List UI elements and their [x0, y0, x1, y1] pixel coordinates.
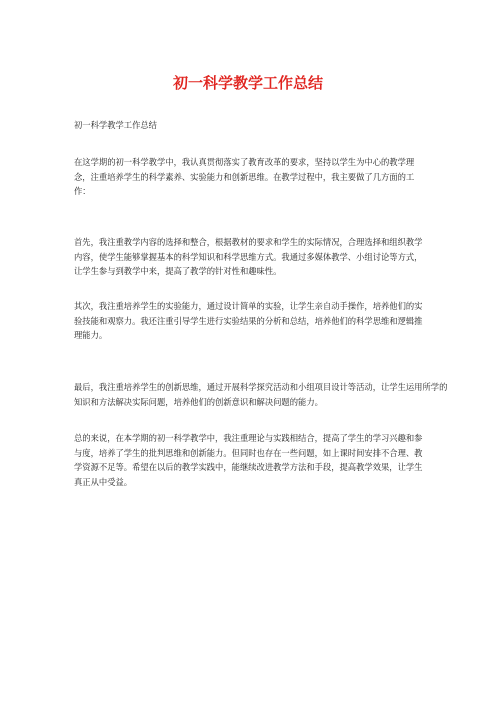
paragraph-summary: 总的来说，在本学期的初一科学教学中，我注重理论与实践相结合，提高了学生的学习兴趣和参与度，培养了学生的批判思维和创新能力。但同时也存在一些问题，如上课时间安排不合理、教学资源不足等。希望在以后的教学实践中，能继续改进教学方法和手段，提高教学效果，让学生真正从中受益。	[74, 433, 423, 487]
document-title: 初一科学教学工作总结	[172, 74, 323, 92]
paragraph-intro: 在这学期的初一科学教学中，我认真贯彻落实了教育改革的要求，坚持以学生为中心的教学理念，注重培养学生的科学素养、实验能力和创新思维。在教学过程中，我主要做了几方面的工作：	[74, 157, 415, 196]
paragraph-first: 首先，我注重教学内容的选择和整合，根据教材的要求和学生的实际情况，合理选择和组织教学内容，使学生能够掌握基本的科学知识和科学思维方式。我通过多媒体教学、小组讨论等方式，让学生参与到教学中来，提高了教学的针对性和趣味性。	[74, 237, 423, 276]
document-subtitle: 初一科学教学工作总结	[74, 120, 157, 130]
paragraph-second: 其次，我注重培养学生的实验能力，通过设计简单的实验，让学生亲自动手操作，培养他们的实验技能和观察力。我还注重引导学生进行实验结果的分析和总结，培养他们的科学思维和逻辑推理能力。	[74, 301, 423, 340]
paragraph-last-point: 最后，我注重培养学生的创新思维，通过开展科学探究活动和小组项目设计等活动，让学生运用所学的知识和方法解决实际问题，培养他们的创新意识和解决问题的能力。	[74, 382, 448, 407]
